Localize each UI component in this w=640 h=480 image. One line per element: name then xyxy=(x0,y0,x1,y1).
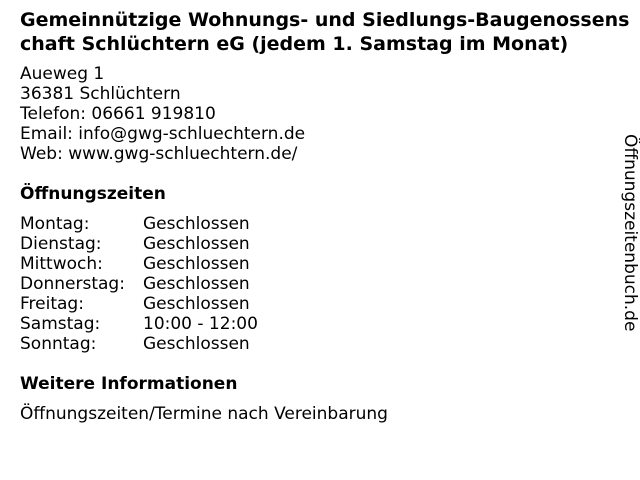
city-postal: 36381 Schlüchtern xyxy=(20,84,181,104)
day-label: Donnerstag: xyxy=(20,274,125,294)
day-label: Samstag: xyxy=(20,314,101,334)
hours-value: 10:00 - 12:00 xyxy=(143,314,258,334)
hours-row-saturday xyxy=(20,314,258,334)
more-info-text: Öffnungszeiten/Termine nach Vereinbarung xyxy=(20,404,388,424)
phone-number: Telefon: 06661 919810 xyxy=(20,104,216,124)
day-label: Sonntag: xyxy=(20,334,97,354)
opening-hours-heading: Öffnungszeiten xyxy=(20,184,166,204)
hours-value: Geschlossen xyxy=(143,334,250,354)
more-info-heading: Weitere Informationen xyxy=(20,374,238,394)
site-watermark: Öffnungszeitenbuch.de xyxy=(620,134,640,332)
hours-value: Geschlossen xyxy=(143,214,250,234)
address-block xyxy=(20,64,305,164)
website: Web: www.gwg-schluechtern.de/ xyxy=(20,144,298,164)
hours-value: Geschlossen xyxy=(143,254,250,274)
hours-row-sunday xyxy=(20,334,258,354)
email-address: Email: info@gwg-schluechtern.de xyxy=(20,124,306,144)
hours-row-wednesday xyxy=(20,254,258,274)
street-address: Aueweg 1 xyxy=(20,64,105,84)
hours-value: Geschlossen xyxy=(143,234,250,254)
day-label: Mittwoch: xyxy=(20,254,103,274)
day-label: Montag: xyxy=(20,214,90,234)
hours-value: Geschlossen xyxy=(143,274,250,294)
hours-value: Geschlossen xyxy=(143,294,250,314)
hours-row-friday xyxy=(20,294,258,314)
opening-hours-table xyxy=(20,214,258,354)
day-label: Dienstag: xyxy=(20,234,102,254)
hours-row-tuesday xyxy=(20,234,258,254)
hours-row-thursday xyxy=(20,274,258,294)
hours-row-monday xyxy=(20,214,258,234)
day-label: Freitag: xyxy=(20,294,84,314)
business-title: Gemeinnützige Wohnungs- und Siedlungs-Baugenossenschaft Schlüchtern eG (jedem 1. Samstag im Monat) xyxy=(20,9,630,55)
